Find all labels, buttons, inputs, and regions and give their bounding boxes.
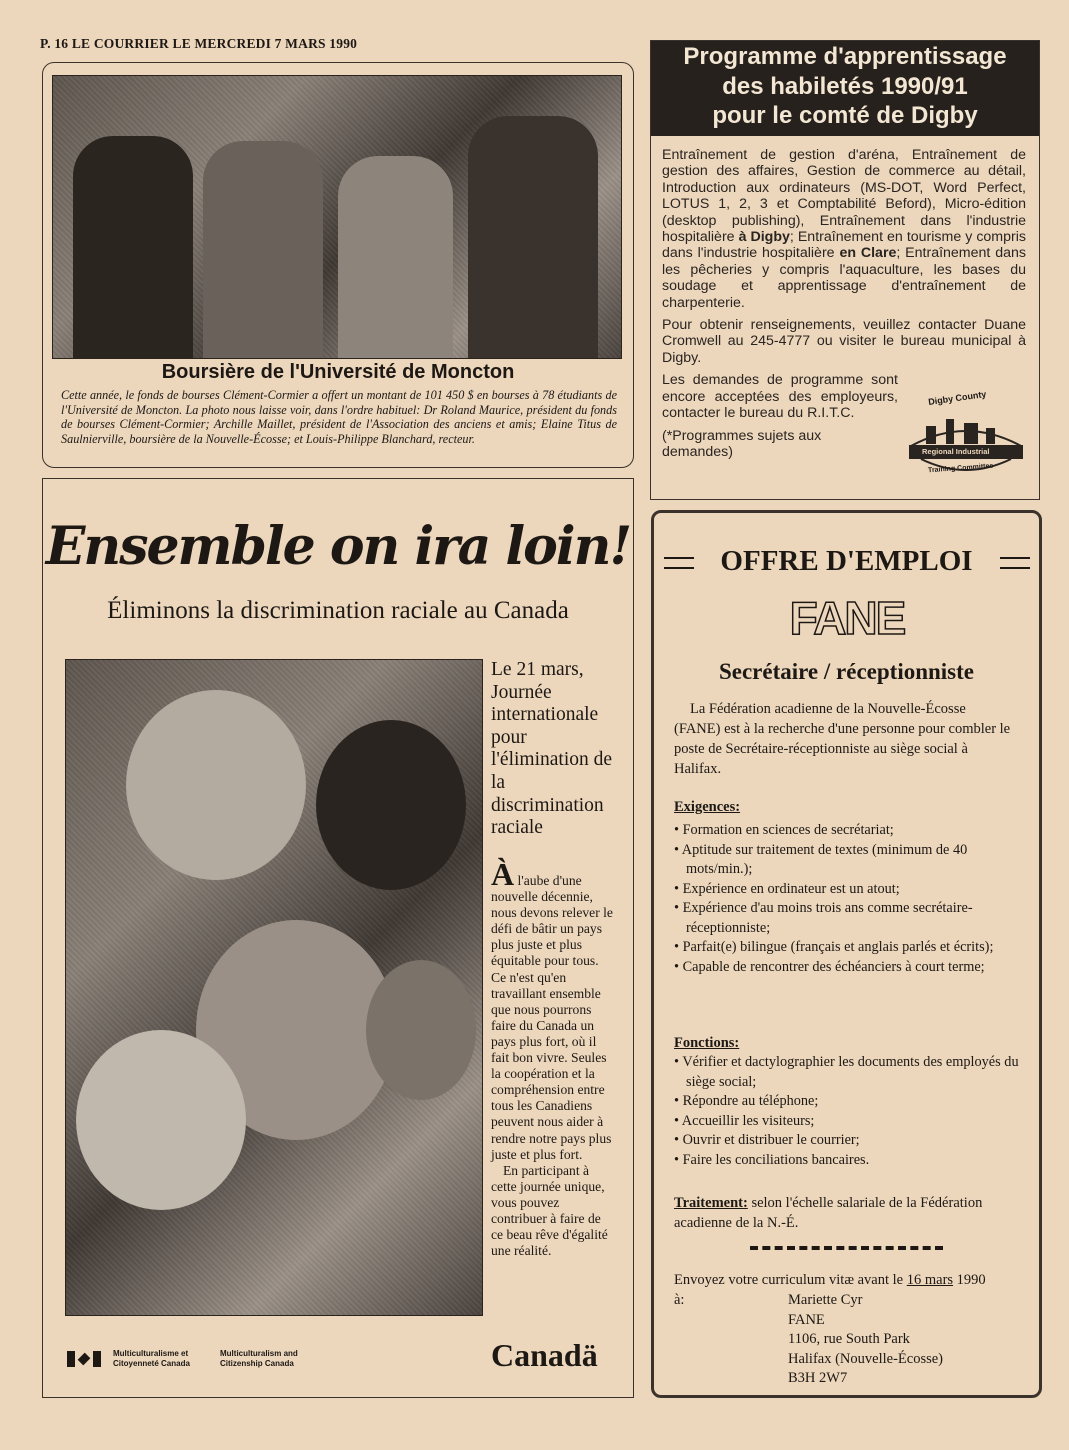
send-year: 1990	[953, 1272, 986, 1288]
scholarship-photo	[52, 75, 622, 359]
list-item: • Formation en sciences de secrétariat;	[674, 821, 1024, 841]
dashed-divider	[750, 1246, 943, 1250]
program-contact: Pour obtenir renseignements, veuillez contacter Duane Cromwell au 245-4777 ou visiter le bureau municipal à Digby.	[662, 317, 1026, 366]
list-item: • Capable de rencontrer des échéanciers à court terme;	[674, 958, 1024, 978]
job-offer-box	[651, 510, 1042, 1398]
scholarship-title: Boursière de l'Université de Moncton	[161, 361, 515, 383]
fane-logo: FANE	[789, 592, 905, 644]
child-face	[316, 720, 466, 890]
salary	[674, 1193, 1029, 1233]
ritc-logo	[906, 388, 1026, 481]
ritc-logo-bottom: Training Committee	[927, 462, 994, 475]
salary-label: Traitement:	[674, 1195, 748, 1211]
racism-body-para	[491, 856, 615, 1163]
address-line: Halifax (Nouvelle-Écosse)	[788, 1350, 944, 1367]
racism-ad-box	[42, 478, 634, 1398]
ritc-logo-mid: Regional Industrial	[922, 447, 990, 456]
list-item: • Expérience en ordinateur est un atout;	[674, 880, 1024, 900]
person-silhouette	[73, 136, 193, 358]
requirements-label: Exigences:	[674, 799, 741, 815]
job-intro: La Fédération acadienne de la Nouvelle-Écosse (FANE) est à la recherche d'une personne pour combler le poste de Secrétaire-réceptionniste au siège social à Halifax.	[674, 701, 1011, 777]
list-item: • Parfait(e) bilingue (français et anglais parlés et écrits);	[674, 938, 1024, 958]
heading-rule-left	[664, 557, 694, 569]
heading-rule-right	[1000, 557, 1030, 569]
list-item: • Expérience d'au moins trois ans comme secrétaire-réceptionniste;	[674, 899, 1024, 938]
children-photo	[65, 659, 483, 1316]
canada-wordmark: Canadä	[491, 1337, 598, 1373]
racism-date-heading: Le 21 mars, Journée internationale pour l'élimination de la discrimination raciale	[491, 659, 613, 839]
program-applications: Les demandes de programme sont encore acceptées des employeurs, contacter le bureau du R.I.T.C.	[662, 372, 898, 422]
child-face	[126, 690, 306, 880]
ritc-logo-top: Digby County	[927, 388, 987, 408]
list-item: • Faire les conciliations bancaires.	[674, 1151, 1024, 1171]
page-header: P. 16 LE COURRIER LE MERCREDI 7 MARS 1990	[40, 36, 358, 51]
racism-body-para: En participant à cette journée unique, vous pouvez contribuer à faire de ce beau rêve d'égalité une réalité.	[491, 1162, 608, 1259]
person-silhouette	[468, 116, 598, 358]
address-line: Mariette Cyr	[788, 1292, 863, 1308]
racism-dropcap: À	[491, 856, 515, 892]
racism-body-text: l'aube d'une nouvelle décennie, nous devons relever le défi de bâtir un pays plus juste et plus équitable pour tous. Ce n'est qu'en travaillant ensemble que nous pourrons faire du Canada un pays plus fort, où il fait bon vivre. Seules la coopération et la compréhension entre tous les Canadiens peuvent nous aider à rendre notre pays plus juste et plus fort.	[491, 873, 613, 1162]
program-banner	[651, 41, 1039, 136]
program-location: à Digby	[738, 229, 790, 246]
functions-list	[674, 1053, 1024, 1170]
deadline: 16 mars	[906, 1272, 954, 1288]
send-text: Envoyez votre curriculum vitæ avant le	[674, 1272, 907, 1288]
list-item: • Ouvrir et distribuer le courrier;	[674, 1131, 1024, 1151]
program-title-line: pour le comté de Digby	[712, 102, 978, 129]
person-silhouette	[338, 156, 453, 358]
requirements-list	[674, 821, 1024, 977]
program-courses-text: ; Entraînement en tourisme y compris dans l'industrie hospitalière	[662, 229, 1026, 262]
ritc-emblem-icon	[906, 401, 1026, 471]
racism-subhead: Éliminons la discrimination raciale au Canada	[107, 597, 569, 624]
list-item: • Répondre au téléphone;	[674, 1092, 1024, 1112]
program-courses	[662, 147, 1026, 311]
scholarship-box	[42, 62, 634, 468]
scholarship-caption: Cette année, le fonds de bourses Clément-Cormier a offert un montant de 101 450 $ en bourses à 78 étudiants de l'Université de Moncton. La photo nous laisse voir, dans l'ordre habituel: Dr Roland Maurice, président du fonds de bourses Clément-Cormier; Archille Maillet, président de l'Association des anciens et amis; Elaine Titus de Saulnierville, boursière de la Nouvelle-Écosse; et Louis-Philippe Blanchard, recteur.	[61, 388, 617, 446]
dept-name-fr: Multiculturalisme et Citoyenneté Canada	[113, 1349, 190, 1368]
functions-label: Fonctions:	[674, 1035, 740, 1051]
job-heading: OFFRE D'EMPLOI	[720, 545, 973, 577]
person-silhouette	[203, 141, 323, 358]
child-face	[76, 1030, 246, 1210]
address-line: FANE	[788, 1311, 825, 1328]
list-item: • Vérifier et dactylographier les documents des employés du siège social;	[674, 1053, 1024, 1092]
canada-flag-icon	[67, 1351, 101, 1367]
program-title-line: des habiletés 1990/91	[722, 72, 968, 100]
salary-text: selon l'échelle salariale de la Fédération acadienne de la N.-É.	[674, 1195, 983, 1231]
address-line: 1106, rue South Park	[788, 1331, 910, 1347]
send-line	[674, 1271, 1034, 1291]
to-label: à:	[674, 1292, 685, 1308]
racism-headline: Ensemble on ira loin!	[45, 516, 631, 577]
program-box	[650, 40, 1040, 500]
program-courses-text: Entraînement de gestion d'aréna, Entraînement de gestion des affaires, Gestion de commerce au détail, Introduction aux ordinateurs (MS-DOT, Word Perfect, LOTUS 1, 2, 3 et Comptabilité Beford), Micro-édition (desktop publishing), Entraînement dans l'industrie hospitalière	[662, 147, 1026, 246]
list-item: • Aptitude sur traitement de textes (minimum de 40 mots/min.);	[674, 841, 1024, 880]
address-line: B3H 2W7	[788, 1370, 848, 1386]
program-title-line: Programme d'apprentissage	[683, 43, 1007, 70]
dept-name-en: Multiculturalism and Citizenship Canada	[220, 1349, 298, 1368]
child-face	[366, 960, 476, 1100]
program-note: (*Programmes sujets aux demandes)	[662, 427, 822, 460]
job-position: Secrétaire / réceptionniste	[718, 659, 975, 684]
list-item: • Accueillir les visiteurs;	[674, 1112, 1024, 1132]
program-courses-text: ; Entraînement dans les pêcheries y compris l'aquaculture, les bases du soudage et apprentissage d'entraînement de charpenterie.	[662, 245, 1026, 311]
mailing-address	[788, 1291, 943, 1389]
program-location: en Clare	[839, 245, 897, 262]
racism-body	[491, 856, 615, 1259]
